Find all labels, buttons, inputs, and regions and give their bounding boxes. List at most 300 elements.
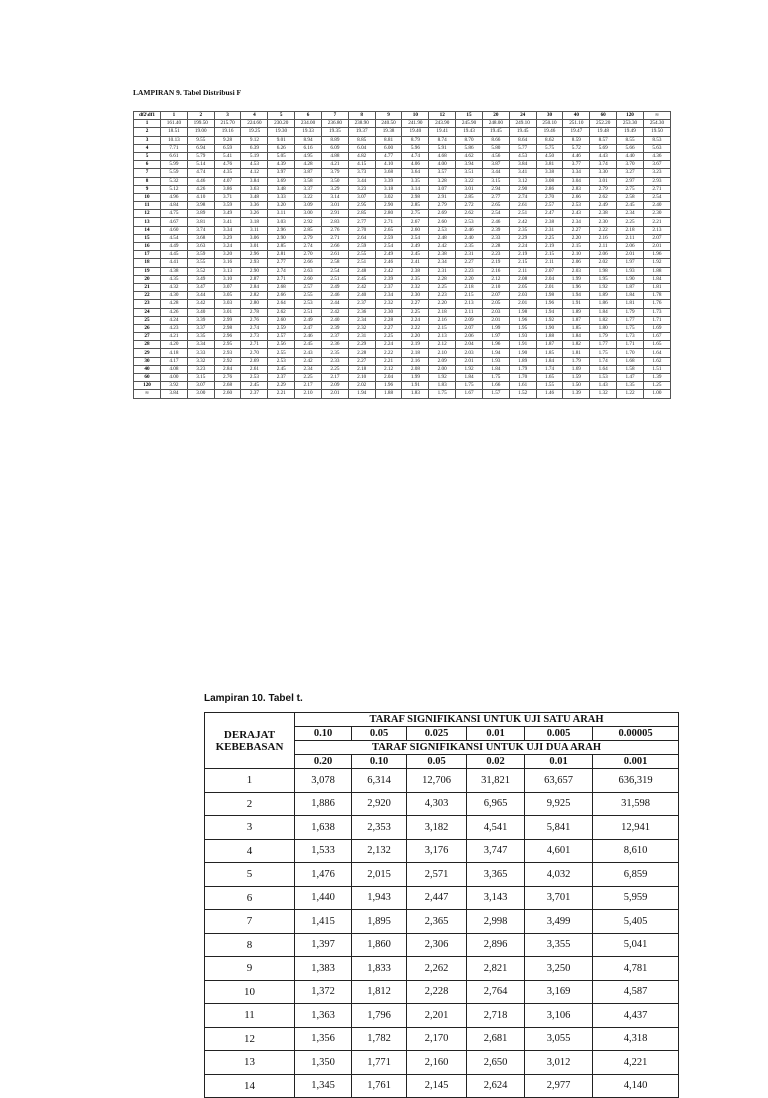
f-value-cell: 2.15	[429, 324, 456, 332]
t-critical-value: 1,440	[295, 886, 352, 910]
f-value-cell: 3.04	[563, 177, 590, 185]
f-value-cell: 8.81	[375, 136, 402, 144]
f-value-cell: 4.53	[509, 152, 536, 160]
f-value-cell: 8.55	[617, 136, 644, 144]
f-value-cell: 2.54	[321, 267, 348, 275]
f-value-cell: 2.20	[563, 234, 590, 242]
f-value-cell: 2.71	[321, 234, 348, 242]
f-value-cell: 1.79	[509, 365, 536, 373]
f-value-cell: 3.50	[321, 177, 348, 185]
f-value-cell: 3.16	[214, 259, 241, 267]
f-value-cell: 1.65	[536, 374, 563, 382]
f-value-cell: 4.30	[161, 292, 188, 300]
f-value-cell: 19.43	[456, 128, 483, 136]
t-table-container	[204, 712, 678, 1092]
f-df2-label: 27	[134, 333, 161, 341]
f-value-cell: 215.70	[214, 120, 241, 128]
f-value-cell: 4.84	[161, 202, 188, 210]
f-value-cell: 1.90	[617, 275, 644, 283]
t-critical-value: 2,624	[467, 1074, 525, 1098]
f-value-cell: 2.60	[402, 226, 429, 234]
f-value-cell: 1.74	[536, 365, 563, 373]
f-value-cell: 2.20	[402, 333, 429, 341]
f-value-cell: 1.97	[482, 333, 509, 341]
f-value-cell: 2.21	[643, 218, 670, 226]
f-value-cell: 3.02	[375, 193, 402, 201]
f-value-cell: 1.97	[617, 259, 644, 267]
f-value-cell: 2.57	[295, 283, 322, 291]
f-value-cell: 2.33	[321, 357, 348, 365]
f-value-cell: 3.39	[375, 177, 402, 185]
f-df1-header: 20	[482, 112, 509, 120]
t-df-value: 7	[205, 910, 295, 934]
f-value-cell: 1.00	[643, 390, 670, 398]
f-df2-label: 10	[134, 193, 161, 201]
f-table-row	[134, 267, 671, 275]
f-value-cell: 3.74	[187, 226, 214, 234]
f-value-cell: 2.28	[482, 243, 509, 251]
f-value-cell: 3.44	[348, 177, 375, 185]
f-value-cell: 1.78	[643, 292, 670, 300]
f-value-cell: 1.39	[643, 374, 670, 382]
f-value-cell: 2.29	[348, 341, 375, 349]
f-value-cell: 2.48	[348, 267, 375, 275]
f-value-cell: 1.92	[590, 283, 617, 291]
t-critical-value: 3,143	[467, 886, 525, 910]
f-value-cell: 3.23	[187, 365, 214, 373]
f-value-cell: 2.16	[590, 234, 617, 242]
f-value-cell: 2.33	[482, 234, 509, 242]
f-value-cell: 3.94	[456, 161, 483, 169]
f-table-row	[134, 193, 671, 201]
f-value-cell: 3.81	[187, 218, 214, 226]
f-value-cell: 2.39	[482, 226, 509, 234]
f-value-cell: 2.24	[375, 341, 402, 349]
f-table-row	[134, 374, 671, 382]
f-value-cell: 3.24	[214, 243, 241, 251]
f-value-cell: 19.49	[617, 128, 644, 136]
f-value-cell: 2.10	[482, 283, 509, 291]
f-value-cell: 2.92	[295, 218, 322, 226]
f-value-cell: 2.93	[214, 349, 241, 357]
f-value-cell: 2.62	[268, 308, 295, 316]
f-value-cell: 2.34	[348, 316, 375, 324]
t-critical-value: 8,610	[593, 839, 679, 863]
f-value-cell: 2.01	[321, 390, 348, 398]
f-value-cell: 1.91	[509, 341, 536, 349]
f-value-cell: 19.48	[590, 128, 617, 136]
t-critical-value: 31,598	[593, 792, 679, 816]
f-value-cell: 4.32	[161, 283, 188, 291]
f-value-cell: 2.21	[268, 390, 295, 398]
f-value-cell: 3.40	[187, 308, 214, 316]
f-value-cell: 2.21	[375, 357, 402, 365]
f-value-cell: 2.06	[456, 333, 483, 341]
f-value-cell: 2.76	[241, 316, 268, 324]
f-value-cell: 4.00	[161, 374, 188, 382]
t-table-row	[205, 910, 679, 934]
f-value-cell: 2.18	[456, 283, 483, 291]
f-value-cell: 2.70	[295, 251, 322, 259]
f-df1-header: 3	[214, 112, 241, 120]
f-value-cell: 5.91	[429, 144, 456, 152]
f-value-cell: 2.04	[456, 341, 483, 349]
f-value-cell: 1.79	[617, 308, 644, 316]
f-value-cell: 2.49	[375, 251, 402, 259]
f-value-cell: 2.83	[563, 185, 590, 193]
f-value-cell: 3.58	[295, 177, 322, 185]
f-df2-label: 15	[134, 234, 161, 242]
f-value-cell: 2.84	[214, 365, 241, 373]
f-value-cell: 2.53	[456, 218, 483, 226]
f-value-cell: 2.22	[402, 324, 429, 332]
f-value-cell: 2.10	[429, 349, 456, 357]
f-value-cell: 2.85	[268, 243, 295, 251]
f-df2-label: 3	[134, 136, 161, 144]
f-value-cell: 4.21	[321, 161, 348, 169]
f-table-row	[134, 128, 671, 136]
f-value-cell: 3.18	[375, 185, 402, 193]
f-value-cell: 4.54	[161, 234, 188, 242]
f-value-cell: 1.70	[617, 349, 644, 357]
f-value-cell: 1.83	[402, 390, 429, 398]
f-value-cell: 1.99	[482, 324, 509, 332]
f-value-cell: 2.32	[348, 324, 375, 332]
f-value-cell: 1.94	[536, 308, 563, 316]
t-critical-value: 1,397	[295, 933, 352, 957]
t-critical-value: 1,476	[295, 863, 352, 887]
f-value-cell: 3.59	[187, 251, 214, 259]
f-df2-label: 23	[134, 300, 161, 308]
f-value-cell: 2.64	[348, 234, 375, 242]
f-value-cell: 2.01	[617, 251, 644, 259]
f-value-cell: 2.60	[295, 275, 322, 283]
f-table-row	[134, 341, 671, 349]
f-value-cell: 2.18	[429, 308, 456, 316]
f-value-cell: 4.96	[161, 193, 188, 201]
f-value-cell: 2.11	[617, 234, 644, 242]
f-value-cell: 2.38	[429, 251, 456, 259]
f-value-cell: 3.63	[187, 243, 214, 251]
f-value-cell: 4.26	[161, 308, 188, 316]
f-value-cell: 2.05	[482, 300, 509, 308]
f-value-cell: 1.53	[590, 374, 617, 382]
f-df2-label: 7	[134, 169, 161, 177]
f-value-cell: 2.27	[456, 259, 483, 267]
f-value-cell: 2.01	[509, 300, 536, 308]
f-value-cell: 2.91	[321, 210, 348, 218]
f-table-row	[134, 390, 671, 398]
f-value-cell: 1.69	[563, 365, 590, 373]
f-value-cell: 4.38	[161, 267, 188, 275]
f-df2-label: 26	[134, 324, 161, 332]
f-value-cell: 1.32	[590, 390, 617, 398]
t-table-row	[205, 792, 679, 816]
f-table-row	[134, 349, 671, 357]
f-value-cell: 2.71	[643, 185, 670, 193]
f-df2-label: 13	[134, 218, 161, 226]
t-critical-value: 3,012	[525, 1051, 593, 1075]
f-value-cell: 5.99	[161, 161, 188, 169]
t-critical-value: 9,925	[525, 792, 593, 816]
f-value-cell: 2.19	[482, 259, 509, 267]
f-value-cell: 4.39	[268, 161, 295, 169]
t-critical-value: 1,372	[295, 980, 352, 1004]
f-value-cell: 7.71	[161, 144, 188, 152]
f-table-row	[134, 202, 671, 210]
f-value-cell: 4.06	[402, 161, 429, 169]
f-df2-label: 120	[134, 382, 161, 390]
f-df2-label: 5	[134, 152, 161, 160]
f-table-row	[134, 275, 671, 283]
t-df-value: 9	[205, 957, 295, 981]
t-critical-value: 2,365	[407, 910, 467, 934]
t-critical-value: 2,228	[407, 980, 467, 1004]
f-value-cell: 3.05	[214, 292, 241, 300]
f-value-cell: 2.17	[321, 374, 348, 382]
f-value-cell: 2.51	[509, 210, 536, 218]
two-tail-level: 0.001	[593, 755, 679, 769]
f-value-cell: 2.35	[509, 226, 536, 234]
f-value-cell: 3.11	[241, 226, 268, 234]
f-value-cell: 2.62	[590, 193, 617, 201]
f-value-cell: 1.71	[617, 341, 644, 349]
f-value-cell: 1.73	[643, 308, 670, 316]
t-critical-value: 12,706	[407, 769, 467, 793]
f-value-cell: 1.82	[590, 316, 617, 324]
f-value-cell: 19.45	[509, 128, 536, 136]
f-value-cell: 1.89	[590, 292, 617, 300]
f-value-cell: 2.54	[402, 234, 429, 242]
f-value-cell: 3.64	[402, 169, 429, 177]
f-value-cell: 2.65	[375, 226, 402, 234]
f-value-cell: 8.57	[590, 136, 617, 144]
f-value-cell: 2.01	[536, 283, 563, 291]
f-value-cell: 2.42	[295, 357, 322, 365]
f-value-cell: 2.43	[563, 210, 590, 218]
f-value-cell: 2.09	[321, 382, 348, 390]
f-value-cell: 2.75	[402, 210, 429, 218]
f-value-cell: 4.20	[161, 341, 188, 349]
f-value-cell: 2.79	[295, 234, 322, 242]
t-critical-value: 5,959	[593, 886, 679, 910]
f-value-cell: 1.82	[563, 341, 590, 349]
f-df2-label: 11	[134, 202, 161, 210]
f-value-cell: 1.58	[617, 365, 644, 373]
t-critical-value: 1,415	[295, 910, 352, 934]
f-value-cell: 241.90	[402, 120, 429, 128]
f-value-cell: 9.01	[268, 136, 295, 144]
f-df1-header: 30	[536, 112, 563, 120]
f-value-cell: 2.42	[348, 283, 375, 291]
f-value-cell: 1.84	[456, 374, 483, 382]
f-value-cell: 2.13	[456, 300, 483, 308]
f-value-cell: 3.38	[536, 169, 563, 177]
f-value-cell: 2.60	[214, 390, 241, 398]
f-value-cell: 2.59	[348, 243, 375, 251]
f-value-cell: 2.25	[536, 234, 563, 242]
f-value-cell: 2.79	[429, 202, 456, 210]
f-value-cell: 3.34	[187, 341, 214, 349]
f-value-cell: 1.93	[482, 357, 509, 365]
f-value-cell: 2.55	[348, 251, 375, 259]
f-df2-label: 19	[134, 267, 161, 275]
f-value-cell: 2.15	[509, 259, 536, 267]
f-value-cell: 2.69	[241, 357, 268, 365]
t-critical-value: 5,405	[593, 910, 679, 934]
f-value-cell: 3.14	[402, 185, 429, 193]
f-value-cell: 2.61	[241, 365, 268, 373]
f-value-cell: 2.40	[643, 202, 670, 210]
f-value-cell: 2.30	[402, 292, 429, 300]
f-value-cell: 6.61	[161, 152, 188, 160]
f-value-cell: 2.58	[321, 259, 348, 267]
f-value-cell: 2.16	[482, 267, 509, 275]
f-value-cell: 1.96	[509, 316, 536, 324]
f-value-cell: 5.63	[643, 144, 670, 152]
f-value-cell: 3.41	[214, 218, 241, 226]
f-df2-label: 12	[134, 210, 161, 218]
f-value-cell: 2.57	[536, 202, 563, 210]
f-value-cell: 6.39	[241, 144, 268, 152]
f-value-cell: 2.53	[295, 300, 322, 308]
f-value-cell: 4.07	[214, 177, 241, 185]
f-value-cell: 3.55	[187, 259, 214, 267]
f-value-cell: 2.22	[375, 349, 402, 357]
t-critical-value: 1,350	[295, 1051, 352, 1075]
f-value-cell: 8.66	[482, 136, 509, 144]
t-critical-value: 1,782	[352, 1027, 407, 1051]
f-value-cell: 2.01	[643, 243, 670, 251]
f-value-cell: 3.36	[241, 202, 268, 210]
f-value-cell: 2.59	[268, 324, 295, 332]
f-value-cell: 3.39	[187, 316, 214, 324]
f-value-cell: 4.74	[402, 152, 429, 160]
f-table-row	[134, 185, 671, 193]
f-value-cell: 2.51	[295, 308, 322, 316]
f-value-cell: 3.33	[268, 193, 295, 201]
f-value-cell: 1.81	[563, 349, 590, 357]
f-value-cell: 2.77	[348, 218, 375, 226]
f-df2-label: 60	[134, 374, 161, 382]
f-value-cell: 3.14	[321, 193, 348, 201]
f-value-cell: 2.54	[482, 210, 509, 218]
f-value-cell: 2.49	[321, 283, 348, 291]
f-value-cell: 2.95	[348, 202, 375, 210]
f-table-row	[134, 324, 671, 332]
f-header-row	[134, 112, 671, 120]
f-value-cell: 5.80	[482, 144, 509, 152]
f-value-cell: 2.90	[241, 267, 268, 275]
f-value-cell: 2.57	[268, 333, 295, 341]
f-df2-label: 28	[134, 341, 161, 349]
f-value-cell: 2.27	[563, 226, 590, 234]
f-value-cell: 2.98	[214, 324, 241, 332]
f-value-cell: 2.01	[482, 316, 509, 324]
f-value-cell: 2.47	[295, 324, 322, 332]
f-value-cell: 2.49	[402, 243, 429, 251]
one-tail-caption: TARAF SIGNIFIKANSI UNTUK UJI SATU ARAH	[295, 713, 679, 727]
f-value-cell: 6.26	[268, 144, 295, 152]
f-value-cell: 19.16	[214, 128, 241, 136]
f-table-row	[134, 365, 671, 373]
f-value-cell: 2.22	[590, 226, 617, 234]
f-value-cell: 1.84	[643, 275, 670, 283]
f-value-cell: 4.26	[187, 185, 214, 193]
t-critical-value: 4,140	[593, 1074, 679, 1098]
f-value-cell: 1.77	[617, 316, 644, 324]
t-critical-value: 3,365	[467, 863, 525, 887]
f-value-cell: 2.66	[268, 292, 295, 300]
f-value-cell: 4.41	[161, 259, 188, 267]
f-value-cell: 2.48	[429, 234, 456, 242]
f-value-cell: 2.07	[482, 292, 509, 300]
f-value-cell: 4.43	[590, 152, 617, 160]
f-value-cell: 3.13	[214, 267, 241, 275]
f-value-cell: 2.96	[214, 333, 241, 341]
f-value-cell: 1.93	[617, 267, 644, 275]
f-value-cell: 3.09	[295, 202, 322, 210]
f-value-cell: 2.31	[348, 333, 375, 341]
f-value-cell: 19.30	[268, 128, 295, 136]
t-table-row	[205, 769, 679, 793]
f-value-cell: 3.68	[187, 234, 214, 242]
f-value-cell: 6.00	[375, 144, 402, 152]
f-df2-label: 14	[134, 226, 161, 234]
f-value-cell: 2.39	[321, 324, 348, 332]
f-value-cell: 3.27	[617, 169, 644, 177]
t-critical-value: 31,821	[467, 769, 525, 793]
f-value-cell: 3.49	[187, 275, 214, 283]
f-value-cell: 3.00	[295, 210, 322, 218]
t-critical-value: 4,303	[407, 792, 467, 816]
t-critical-value: 1,895	[352, 910, 407, 934]
f-value-cell: 249.10	[509, 120, 536, 128]
f-value-cell: 1.89	[563, 308, 590, 316]
f-value-cell: 2.99	[214, 316, 241, 324]
f-value-cell: 5.05	[268, 152, 295, 160]
t-critical-value: 2,681	[467, 1027, 525, 1051]
f-value-cell: 3.48	[241, 193, 268, 201]
f-value-cell: 5.66	[617, 144, 644, 152]
t-table-row	[205, 1004, 679, 1028]
f-value-cell: 2.17	[295, 382, 322, 390]
f-value-cell: 1.83	[429, 382, 456, 390]
f-value-cell: 2.07	[456, 324, 483, 332]
f-value-cell: 3.41	[509, 169, 536, 177]
f-value-cell: 19.40	[402, 128, 429, 136]
t-critical-value: 2,650	[467, 1051, 525, 1075]
f-value-cell: 2.13	[429, 333, 456, 341]
t-df-value: 13	[205, 1051, 295, 1075]
f-table-row	[134, 226, 671, 234]
f-value-cell: 1.71	[643, 316, 670, 324]
f-value-cell: 2.06	[590, 251, 617, 259]
f-value-cell: 2.77	[268, 259, 295, 267]
t-df-value: 8	[205, 933, 295, 957]
f-df2-label: 29	[134, 349, 161, 357]
t-table-row	[205, 839, 679, 863]
f-value-cell: 2.15	[563, 243, 590, 251]
f-value-cell: 2.19	[402, 341, 429, 349]
f-value-cell: 3.84	[161, 390, 188, 398]
t-table-row	[205, 957, 679, 981]
f-df1-header: 4	[241, 112, 268, 120]
f-value-cell: 8.94	[295, 136, 322, 144]
t-critical-value: 2,447	[407, 886, 467, 910]
f-value-cell: 6.94	[187, 144, 214, 152]
df-label-line2: KEBEBASAN	[215, 740, 284, 753]
